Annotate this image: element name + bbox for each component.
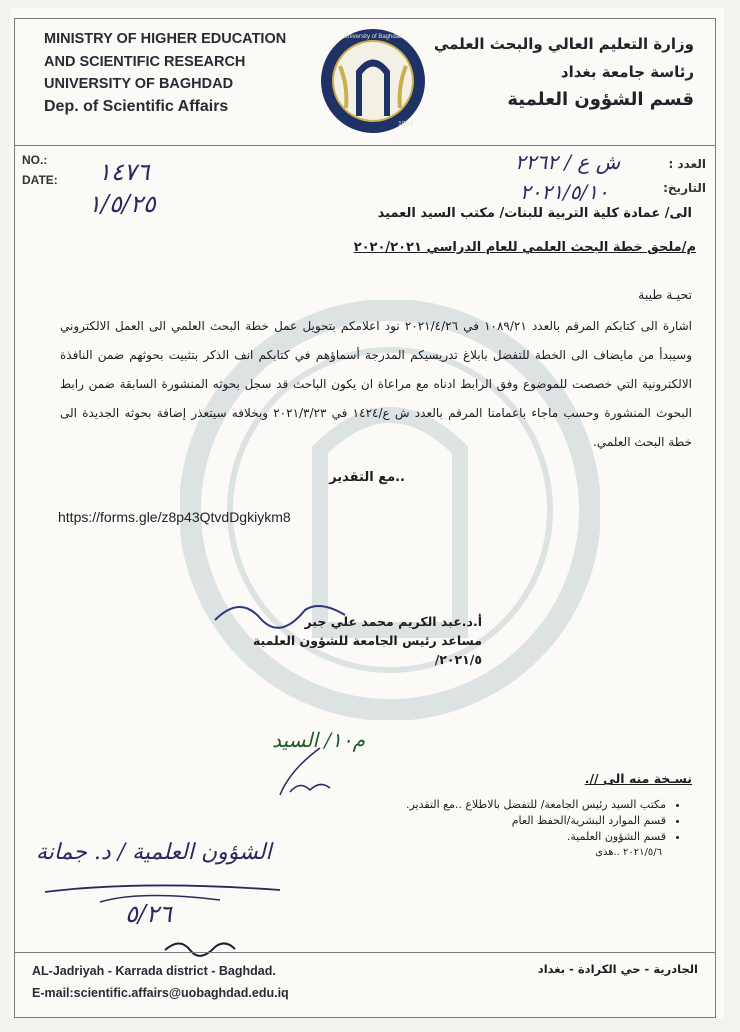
header-line: وزارة التعليم العالي والبحث العلمي [433, 35, 694, 53]
signature-date: ٢٠٢١/٥/ [434, 652, 482, 667]
footer-address: AL-Jadriyah - Karrada district - Baghdad. [32, 964, 276, 978]
footer-arabic: الجادرية - حي الكرادة - بغداد [537, 962, 698, 976]
handwritten-number-left: ١٤٧٦ [98, 158, 150, 186]
header-line: AND SCIENTIFIC RESEARCH [44, 53, 246, 70]
university-logo [318, 26, 428, 136]
logo-year: 1957 [398, 121, 414, 128]
header-line: UNIVERSITY OF BAGHDAD [44, 76, 234, 92]
pen-mark [260, 740, 370, 800]
header-line: Dep. of Scientific Affairs [44, 97, 229, 115]
handwritten-number: ش ع / ٢٢٦٢ [515, 150, 621, 174]
handwritten-note: الشؤون العلمية / د. جمانة [36, 840, 272, 865]
handwritten-note-green: م١٠/ السيد [272, 728, 365, 752]
closing: ..مع التقدير [329, 470, 405, 485]
reference-labels-english [22, 150, 58, 190]
copies-reference: ٢٠٢١/٥/٦ ..هدى [595, 847, 662, 858]
signatory-title: مساعد رئيس الجامعة للشؤون العلمية [252, 633, 482, 648]
header-line: قسم الشؤون العلمية [507, 89, 694, 110]
date-label: DATE: [22, 173, 58, 187]
letterhead-arabic [434, 30, 694, 114]
footer-email: E-mail:scientific.affairs@uobaghdad.edu.iq [32, 986, 289, 1000]
list-item: • مكتب السيد رئيس الجامعة/ للتفضل بالاطلاع ..مع التقدير. [406, 797, 666, 813]
form-link[interactable]: https://forms.gle/z8p43QtvdDgkiykm8 [58, 509, 291, 525]
number-label-ar: العدد : [668, 157, 706, 171]
handwritten-date: ٢٠٢١/٥/١٠ [520, 180, 609, 204]
signature-block [253, 612, 482, 669]
handwritten-date-left: ١/٥/٢٥ [88, 190, 156, 218]
signatory-name: أ.د.عبد الكريم محمد علي جبر [304, 614, 482, 629]
header-line: رئاسة جامعة بغداد [560, 63, 694, 81]
subject: م/ملحق خطة البحث العلمي للعام الدراسي ٢٠٢٠/٢٠٢١ [353, 240, 696, 255]
list-item: • قسم الموارد البشرية/الحفظ العام [406, 813, 666, 829]
header-line: MINISTRY OF HIGHER EDUCATION [44, 31, 287, 47]
date-label-ar: التاريخ: [663, 181, 706, 195]
no-label: NO.: [22, 153, 48, 167]
reference-labels-arabic [663, 152, 706, 200]
footer-english [32, 960, 289, 1004]
addressee: الى/ عمادة كلية التربية للبنات/ مكتب السيد العميد [377, 206, 692, 221]
greeting: تحيـة طيبة [638, 287, 692, 302]
handwritten-date-note: ٥/٢٦ [125, 900, 172, 928]
logo-text: University of Baghdad [343, 34, 403, 40]
copies-heading: نسـخة منه الى //. [584, 771, 692, 786]
letter-body: اشارة الى كتابكم المرقم بالعدد ١٠٨٩/٢١ في ٢٠٢١/٤/٢٦ نود اعلامكم بتحويل عمل خطة البحث العلمي الى العمل الالكتروني وسيبدأ من مايضاف الى الخطة للتفضل بابلاغ تدريسيكم المدرجة أسماؤهم في كتابكم انف الذكر بتثبيت بحوثهم ضمن النافذة الالكترونية التي خصصت للموضوع وفق الرابط ادناه مع مراعاة ان يكون الباحث قد سجل بحوثه المنشورة السابقة ضمن رابط البحوث المنشورة وحسب ماجاء باعمامنا المرقم بالعدد ش ع/١٤٢٤ في ٢٠٢١/٣/٢٣ وبخلافه سيتعذر إضافة بحوثه الجديدة الى خطة البحث العلمي. [60, 319, 693, 449]
copies-list [406, 797, 680, 861]
list-item: • قسم الشؤون العلمية. [406, 829, 666, 845]
letterhead-english [44, 28, 286, 118]
